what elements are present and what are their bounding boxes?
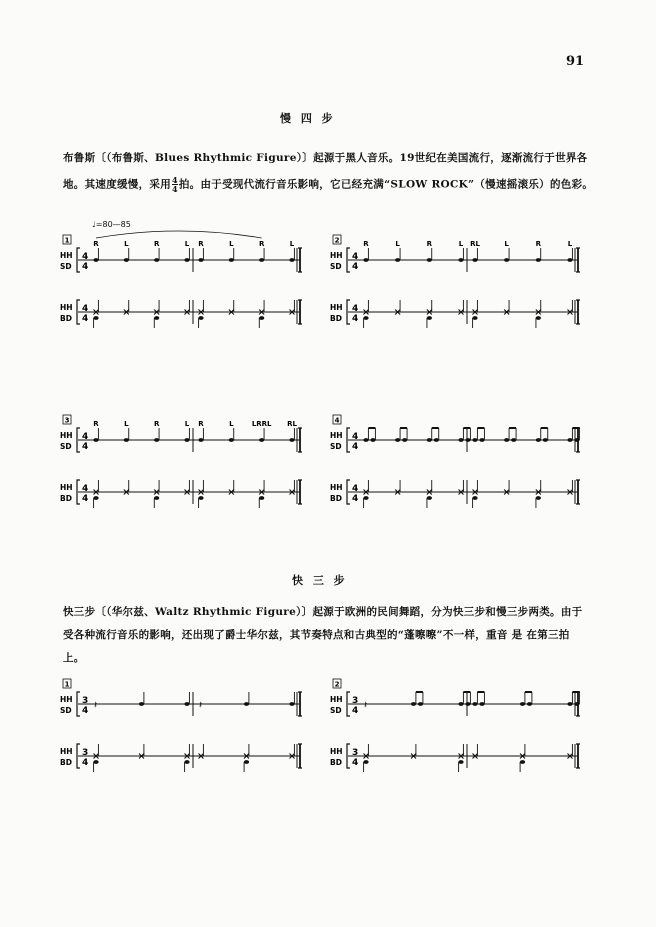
- time-signature-top: 3: [82, 696, 89, 706]
- note-head-upper: [536, 438, 541, 442]
- note-head-bass-drum: [472, 496, 477, 500]
- tempo-marking: ♩=80—85: [92, 220, 131, 229]
- sticking-label: L: [184, 420, 190, 428]
- note-head-upper: [154, 438, 159, 442]
- note-head-upper: [229, 438, 234, 442]
- time-signature-top: 4: [82, 252, 89, 262]
- note-head-bass-drum: [259, 316, 264, 320]
- note-head-upper: [536, 258, 541, 262]
- note-head-upper: [504, 438, 509, 442]
- time-signature-top: 3: [82, 748, 89, 758]
- sticking-label: L: [458, 240, 464, 248]
- sticking-label: LRRL: [251, 420, 272, 428]
- note-head-upper: [472, 258, 477, 262]
- note-head-upper: [511, 438, 516, 442]
- note-head-bass-drum: [93, 496, 98, 500]
- section2-para-line3: 上。: [63, 652, 85, 664]
- time-signature-bottom: 4: [352, 262, 359, 272]
- sticking-label: L: [289, 240, 295, 248]
- time-signature-bottom: 4: [82, 758, 89, 768]
- time-signature-bottom: 4: [352, 442, 359, 452]
- time-signature-top: 4: [352, 252, 359, 262]
- sticking-label: R: [535, 240, 542, 248]
- note-head-upper: [93, 438, 98, 442]
- quarter-rest: 𝄽: [364, 700, 368, 711]
- time-signature-top: 4: [82, 484, 89, 494]
- note-head-upper: [370, 438, 375, 442]
- section2-heading: 快 三 步: [292, 574, 348, 587]
- sticking-label: R: [198, 240, 204, 248]
- exercise-number: 1: [64, 236, 70, 245]
- note-head-upper: [259, 258, 264, 262]
- exercise-number: 4: [334, 416, 340, 425]
- note-head-bass-drum: [472, 316, 477, 320]
- note-head-bass-drum: [520, 760, 525, 764]
- staff-label-sd: SD: [330, 262, 342, 271]
- sticking-label: L: [567, 240, 573, 248]
- note-head-upper: [458, 702, 463, 706]
- page-number: 91: [566, 54, 585, 69]
- sticking-label: L: [229, 420, 234, 428]
- staff-label-bd: BD: [330, 494, 342, 503]
- staff-label-hh: HH: [60, 483, 73, 492]
- sticking-label: R: [93, 420, 99, 428]
- note-head-upper: [574, 702, 579, 706]
- time-signature-top: 4: [352, 304, 359, 314]
- note-head-upper: [93, 258, 98, 262]
- sticking-label: L: [395, 240, 400, 248]
- time-signature-top: 3: [352, 696, 359, 706]
- note-head-bass-drum: [363, 316, 368, 320]
- sticking-label: L: [184, 240, 190, 248]
- note-head-upper: [465, 438, 470, 442]
- note-head-bass-drum: [363, 760, 368, 764]
- note-head-upper: [465, 702, 470, 706]
- time-signature-bottom: 4: [352, 314, 359, 324]
- note-head-upper: [184, 258, 189, 262]
- note-head-bass-drum: [93, 316, 98, 320]
- staff-label-hh: HH: [60, 303, 73, 312]
- note-head-bass-drum: [244, 760, 249, 764]
- time-signature-top: 3: [352, 748, 359, 758]
- note-head-upper: [289, 258, 294, 262]
- section2-para-line1: 快三步〔（华尔兹、Waltz Rhythmic Figure）〕起源于欧洲的民间舞蹈，分为快三步和慢三步两类。由于: [63, 606, 583, 618]
- staff-label-bd: BD: [330, 314, 342, 323]
- note-head-upper: [229, 258, 234, 262]
- note-head-bass-drum: [154, 316, 159, 320]
- time-signature-top: 4: [352, 432, 359, 442]
- note-head-upper: [543, 438, 548, 442]
- note-head-upper: [395, 438, 400, 442]
- staff-label-hh: HH: [330, 251, 343, 260]
- note-head-upper: [418, 702, 423, 706]
- sticking-label: L: [504, 240, 509, 248]
- note-head-upper: [427, 258, 432, 262]
- note-head-upper: [363, 438, 368, 442]
- note-head-bass-drum: [93, 760, 98, 764]
- note-head-bass-drum: [198, 496, 203, 500]
- staff-label-sd: SD: [60, 706, 72, 715]
- time-signature-bottom: 4: [352, 758, 359, 768]
- staff-label-bd: BD: [60, 758, 72, 767]
- exercise-number: 3: [64, 416, 70, 425]
- staff-label-hh: HH: [60, 695, 73, 704]
- note-head-upper: [458, 258, 463, 262]
- sticking-label: R: [153, 420, 160, 428]
- note-head-upper: [427, 438, 432, 442]
- note-head-upper: [289, 438, 294, 442]
- note-head-bass-drum: [427, 316, 432, 320]
- note-head-upper: [458, 438, 463, 442]
- note-head-bass-drum: [458, 760, 463, 764]
- note-head-upper: [411, 702, 416, 706]
- staff-label-bd: BD: [330, 758, 342, 767]
- note-head-upper: [244, 702, 249, 706]
- note-head-upper: [154, 258, 159, 262]
- note-head-bass-drum: [184, 760, 189, 764]
- exercise-number: 1: [64, 680, 70, 689]
- staff-label-bd: BD: [60, 314, 72, 323]
- section1-para-line2a: 地。其速度缓慢，采用: [63, 178, 171, 191]
- note-head-upper: [124, 438, 129, 442]
- note-head-upper: [472, 438, 477, 442]
- note-head-upper: [504, 258, 509, 262]
- sticking-label: R: [153, 240, 160, 248]
- note-head-upper: [184, 438, 189, 442]
- note-head-bass-drum: [427, 496, 432, 500]
- staff-label-hh: HH: [330, 431, 343, 440]
- note-head-upper: [567, 258, 572, 262]
- section1-para-line2b: 拍。由于受现代流行音乐影响，它已经充满“SLOW ROCK”（慢速摇滚乐）的色彩。: [178, 178, 594, 191]
- note-head-bass-drum: [536, 496, 541, 500]
- time-signature-bottom: 4: [82, 706, 89, 716]
- staff-label-sd: SD: [330, 706, 342, 715]
- note-head-upper: [139, 702, 144, 706]
- sticking-label: R: [426, 240, 433, 248]
- note-head-upper: [259, 438, 264, 442]
- time-signature-fraction: $\frac{4}{4}$: [172, 175, 178, 194]
- note-head-upper: [479, 438, 484, 442]
- note-head-upper: [567, 438, 572, 442]
- sticking-label: R: [93, 240, 99, 248]
- note-head-upper: [527, 702, 532, 706]
- note-head-bass-drum: [259, 496, 264, 500]
- note-head-bass-drum: [154, 496, 159, 500]
- staff-label-sd: SD: [330, 442, 342, 451]
- sticking-label: R: [258, 240, 265, 248]
- staff-label-hh: HH: [330, 303, 343, 312]
- time-signature-top: 4: [82, 304, 89, 314]
- note-head-upper: [567, 702, 572, 706]
- time-signature-top: 4: [82, 432, 89, 442]
- staff-label-hh: HH: [60, 251, 73, 260]
- sticking-label: R: [363, 240, 369, 248]
- time-signature-bottom: 4: [82, 262, 89, 272]
- note-head-bass-drum: [363, 496, 368, 500]
- quarter-rest: 𝄽: [199, 700, 203, 711]
- note-head-upper: [124, 258, 129, 262]
- time-signature-bottom: 4: [82, 442, 89, 452]
- sticking-label: R: [198, 420, 204, 428]
- staff-label-hh: HH: [60, 747, 73, 756]
- section1-para-line1: 布鲁斯〔（布鲁斯、Blues Rhythmic Figure）〕起源于黑人音乐。19世纪在美国流行，逐渐流行于世界各: [63, 152, 588, 164]
- sticking-label: L: [229, 240, 234, 248]
- time-signature-bottom: 4: [82, 314, 89, 324]
- note-head-bass-drum: [198, 316, 203, 320]
- exercise-number: 2: [334, 680, 340, 689]
- note-head-upper: [520, 702, 525, 706]
- note-head-upper: [198, 438, 203, 442]
- section2-para-line2: 受各种流行音乐的影响，还出现了爵士华尔兹，其节奏特点和古典型的“蓬嚓嚓”不一样，重音 是 在第三拍: [63, 629, 570, 641]
- time-signature-bottom: 4: [82, 494, 89, 504]
- staff-label-sd: SD: [60, 262, 72, 271]
- note-head-upper: [574, 438, 579, 442]
- note-head-upper: [402, 438, 407, 442]
- exercise-number: 2: [334, 236, 340, 245]
- sticking-label: RL: [470, 240, 480, 248]
- staff-label-hh: HH: [330, 695, 343, 704]
- note-head-upper: [479, 702, 484, 706]
- staff-label-hh: HH: [330, 747, 343, 756]
- note-head-upper: [434, 438, 439, 442]
- sticking-label: L: [124, 240, 129, 248]
- sticking-label: L: [124, 420, 129, 428]
- staff-label-bd: BD: [60, 494, 72, 503]
- staff-label-sd: SD: [60, 442, 72, 451]
- note-head-upper: [289, 702, 294, 706]
- quarter-rest: 𝄽: [94, 700, 98, 711]
- note-head-upper: [363, 258, 368, 262]
- note-head-upper: [198, 258, 203, 262]
- section1-heading: 慢 四 步: [280, 112, 336, 125]
- time-signature-top: 4: [352, 484, 359, 494]
- note-head-upper: [395, 258, 400, 262]
- note-head-bass-drum: [536, 316, 541, 320]
- note-head-upper: [472, 702, 477, 706]
- note-head-upper: [184, 702, 189, 706]
- slur: [96, 231, 262, 238]
- sticking-label: RL: [287, 420, 297, 428]
- staff-label-hh: HH: [330, 483, 343, 492]
- staff-label-hh: HH: [60, 431, 73, 440]
- time-signature-bottom: 4: [352, 706, 359, 716]
- time-signature-bottom: 4: [352, 494, 359, 504]
